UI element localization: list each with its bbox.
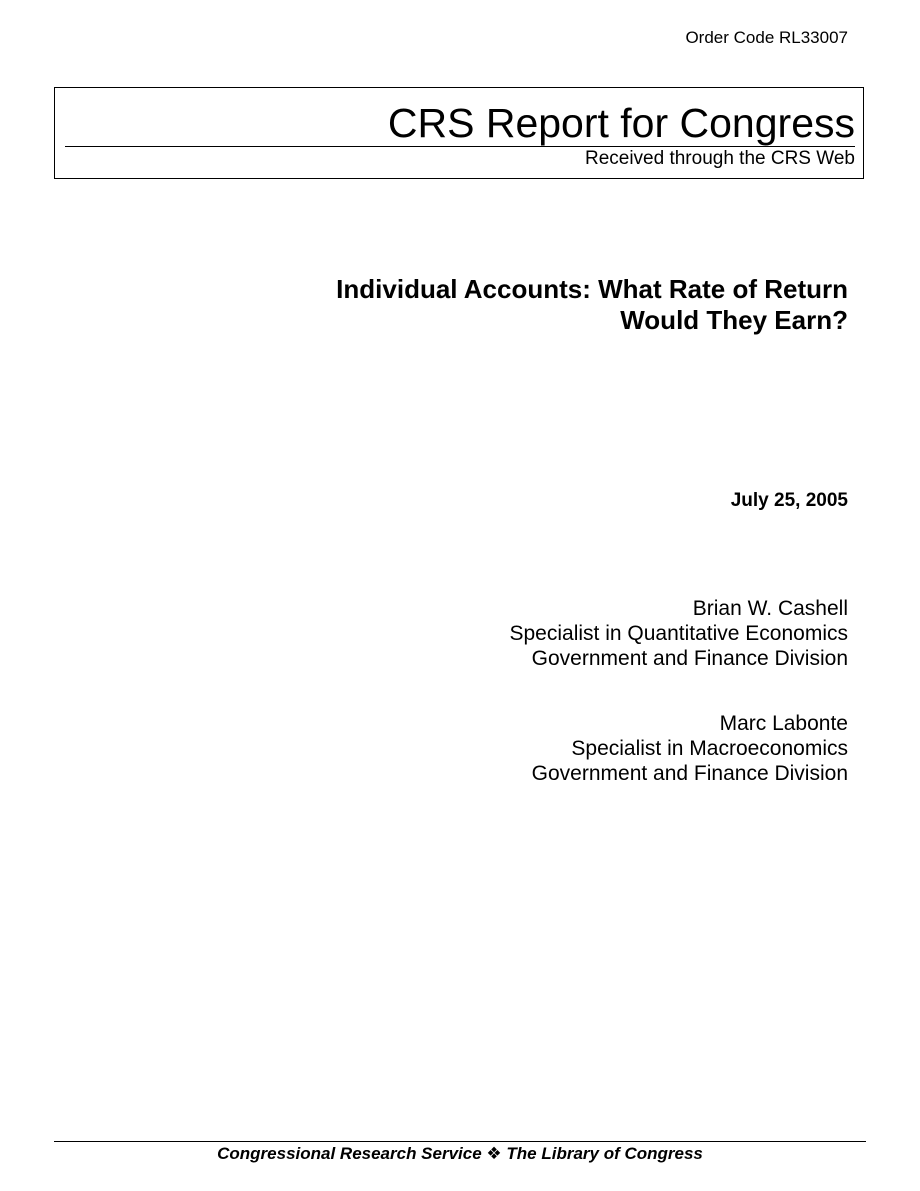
masthead-subtitle: Received through the CRS Web	[584, 148, 855, 169]
masthead-rule	[65, 146, 855, 147]
masthead-box	[54, 87, 864, 179]
masthead-title: CRS Report for Congress	[387, 100, 855, 146]
author-position: Specialist in Macroeconomics	[571, 737, 848, 760]
report-title	[208, 274, 848, 336]
author-block-1	[348, 596, 848, 671]
footer-rule	[54, 1141, 866, 1142]
report-title-line-1: Individual Accounts: What Rate of Return	[336, 274, 848, 304]
report-title-line-2: Would They Earn?	[620, 305, 848, 335]
author-name: Brian W. Cashell	[692, 597, 848, 620]
author-name: Marc Labonte	[719, 712, 848, 735]
footer-crs: Congressional Research Service	[217, 1144, 482, 1163]
report-date: July 25, 2005	[730, 490, 848, 511]
author-division: Government and Finance Division	[531, 762, 848, 785]
order-code: Order Code RL33007	[685, 28, 848, 47]
author-block-2	[348, 711, 848, 786]
footer-library: The Library of Congress	[506, 1144, 703, 1163]
footer	[0, 1143, 920, 1165]
diamond-separator-icon: ❖	[486, 1144, 502, 1163]
author-division: Government and Finance Division	[531, 647, 848, 670]
author-position: Specialist in Quantitative Economics	[509, 622, 848, 645]
